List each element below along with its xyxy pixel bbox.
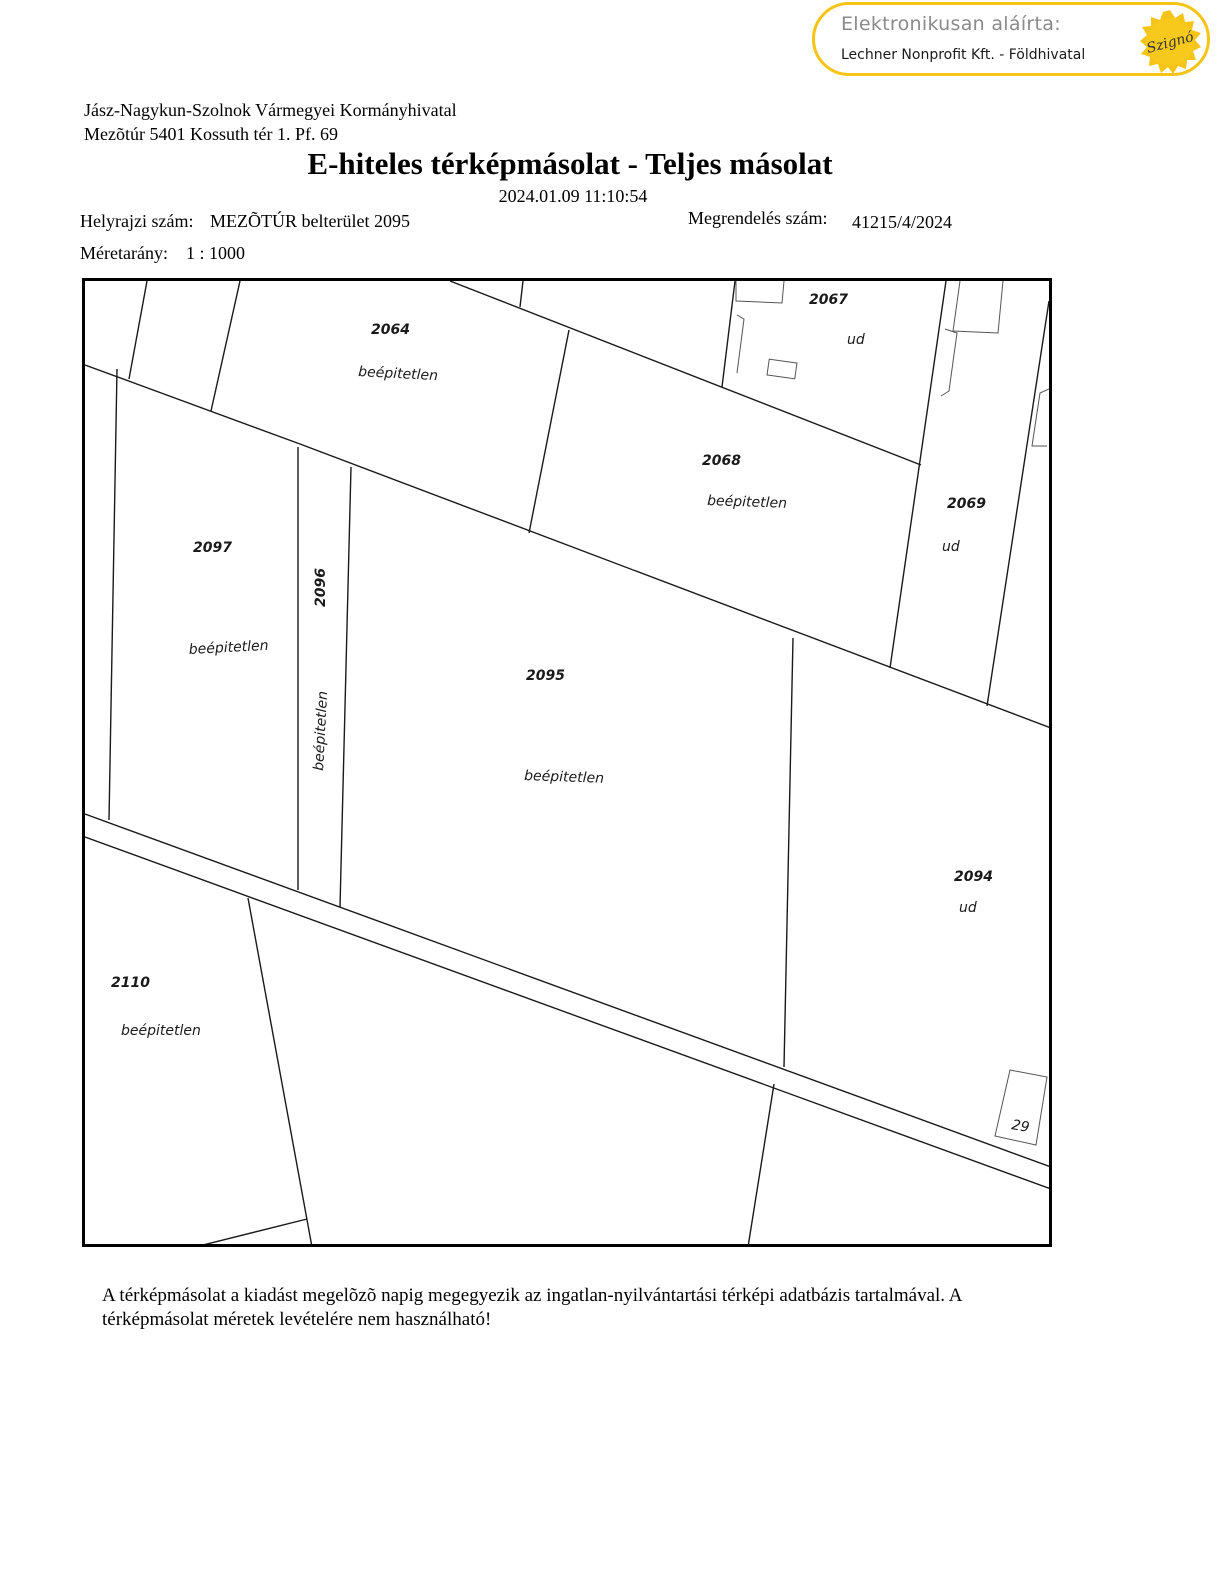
parcel-number: 2067 [809, 292, 848, 308]
building-outline [953, 281, 1003, 333]
boundary-line [890, 281, 946, 668]
parcel-use: beépitetlen [357, 364, 439, 385]
parcel-use: beépitetlen [188, 637, 269, 658]
boundary-line [211, 281, 240, 411]
office-address: Mezõtúr 5401 Kossuth tér 1. Pf. 69 [84, 124, 338, 144]
signature-organization: Lechner Nonprofit Kft. - Földhivatal [841, 47, 1086, 63]
parcel-number: 2110 [111, 975, 150, 991]
office-name: Jász-Nagykun-Szolnok Vármegyei Kormányhivatal [84, 100, 457, 120]
order-label: Megrendelés szám: [688, 208, 828, 228]
building-outline [736, 281, 784, 303]
boundary-line [722, 281, 735, 387]
parcel-use: beépitetlen [121, 1023, 201, 1039]
parcel-number: 2094 [954, 869, 993, 885]
parcel-use: ud [959, 900, 977, 916]
parcel-use: ud [847, 332, 865, 348]
parcel-number: 2096 [313, 568, 329, 607]
building-number: 29 [1010, 1117, 1031, 1137]
parcel-labels [111, 292, 1031, 1136]
boundary-line [450, 281, 921, 465]
boundary-line [987, 301, 1049, 706]
parcel-use: beépitetlen [523, 768, 605, 787]
boundary-line [248, 898, 312, 1244]
building-outline [941, 329, 957, 396]
disclaimer-line: A térképmásolat a kiadást megelõzõ napig megegyezik az ingatlan-nyilvántartási térképi adatbázis tartalmával. A [102, 1285, 963, 1306]
parcel-use: beépitetlen [706, 493, 788, 512]
scale-label: Méretarány: [80, 243, 168, 263]
parcel-number: 2097 [193, 540, 232, 556]
boundary-line [340, 467, 351, 907]
order-value: 41215/4/2024 [852, 212, 953, 232]
boundary-line [529, 330, 569, 533]
seal-icon [1137, 9, 1203, 75]
parcel-boundaries [85, 281, 1049, 1244]
issue-timestamp: 2024.01.09 11:10:54 [498, 186, 648, 206]
parcel-number: 2064 [371, 322, 410, 338]
boundary-line [300, 444, 1049, 728]
boundary-line [520, 281, 523, 307]
signature-title: Elektronikusan aláírta: [841, 13, 1061, 35]
parcel-number: 2069 [947, 496, 986, 512]
disclaimer-line: térképmásolat méretek levételére nem használható! [102, 1309, 492, 1330]
building-outline [767, 359, 797, 379]
parcel-number: 2068 [702, 453, 741, 469]
boundary-line [129, 281, 147, 379]
boundary-line [195, 1219, 307, 1244]
boundary-line [748, 1084, 774, 1244]
boundary-line [784, 638, 793, 1067]
scale-value: 1 : 1000 [186, 243, 246, 263]
parcel-use: ud [942, 539, 960, 555]
boundary-line [85, 837, 1049, 1189]
parcel-number: 2095 [526, 668, 565, 684]
building-outline [737, 315, 744, 373]
boundary-line [109, 369, 117, 820]
cadastral-map [82, 278, 1052, 1247]
boundary-line [85, 814, 1049, 1167]
map-canvas [85, 281, 1049, 1244]
e-signature-badge [812, 2, 1210, 76]
seal-text: Szignó [1145, 29, 1196, 57]
parcel-value: MEZÕTÚR belterület 2095 [210, 211, 410, 231]
parcel-label: Helyrajzi szám: [80, 211, 194, 231]
parcel-use: beépitetlen [311, 690, 332, 772]
disclaimer [102, 1284, 1002, 1332]
document-title: E-hiteles térképmásolat - Teljes másolat [307, 146, 833, 181]
